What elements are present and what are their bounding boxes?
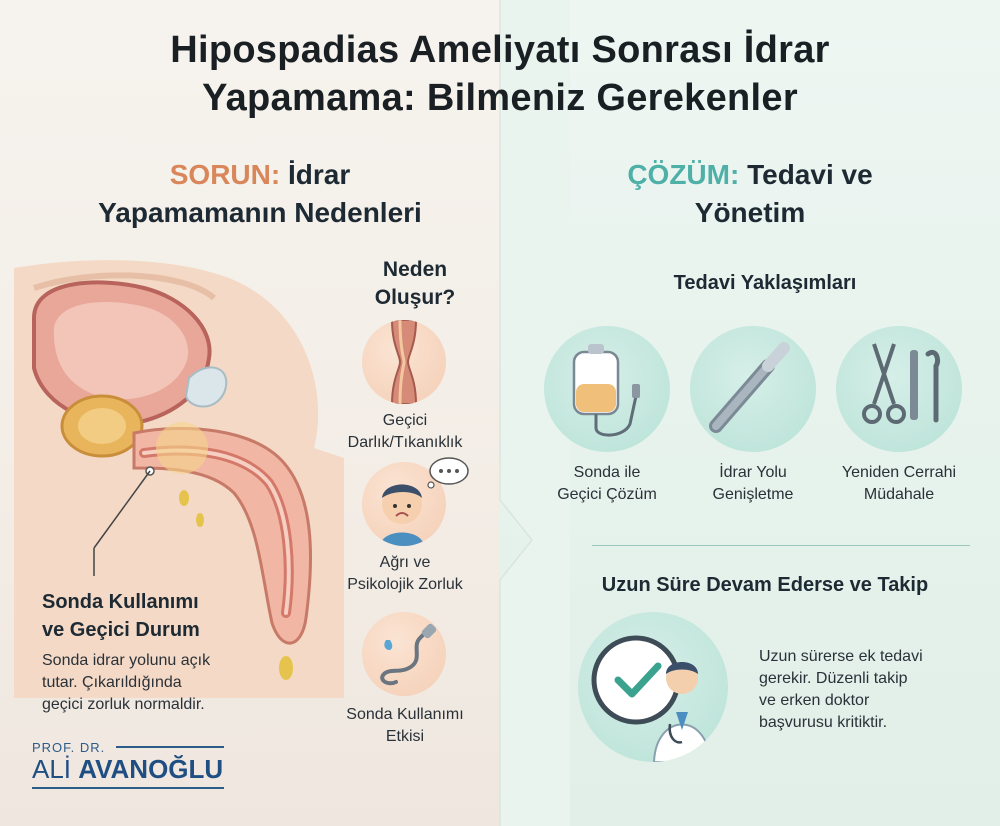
approach-label-catheter: Sonda ile Geçici Çözüm — [557, 464, 657, 503]
catheter-bag-icon — [544, 326, 670, 452]
approaches-title: Tedavi Yaklaşımları — [673, 272, 857, 294]
callout-title: Sonda Kullanımı ve Geçici Durum — [42, 591, 200, 641]
brand-underline — [32, 787, 224, 789]
solution-heading — [585, 156, 915, 232]
followup-text: Uzun sürerse ek tedavi gerekir. Düzenli takip ve erken doktor başvurusu kritiktir. — [759, 648, 923, 731]
solution-heading-rest: Tedavi ve — [747, 159, 873, 190]
urethra-narrowing-icon — [362, 320, 446, 404]
problem-heading-rest: İdrar — [287, 159, 351, 190]
surgical-tools-icon — [836, 326, 962, 452]
brand-prefix: PROF. DR. — [32, 740, 106, 755]
followup-title: Uzun Süre Devam Ederse ve Takip — [601, 574, 929, 596]
section-divider — [592, 545, 970, 546]
approach-label-dilation: İdrar Yolu Genişletme — [712, 464, 794, 503]
problem-heading-line2: Yapamamanın Nedenleri — [98, 197, 422, 228]
solution-heading-line2: Yönetim — [694, 197, 806, 228]
doctor-clock-icon — [578, 612, 728, 762]
approach-label-surgery: Yeniden Cerrahi Müdahale — [841, 464, 957, 503]
brand-divider — [116, 746, 224, 748]
solution-heading-accent: ÇÖZÜM: — [627, 159, 740, 190]
cause-label-narrowing: Geçici Darlık/Tıkanıklık — [347, 412, 463, 451]
thought-bubble-icon — [424, 456, 470, 490]
brand-name: ALİ AVANOĞLU — [32, 754, 224, 784]
why-title: Neden Oluşur? — [374, 258, 456, 309]
catheter-icon — [362, 612, 446, 696]
cause-label-catheter: Sonda Kullanımı Etkisi — [346, 706, 464, 745]
callout-text: Sonda idrar yolunu açık tutar. Çıkarıldığında geçici zorluk normaldir. — [42, 652, 211, 713]
problem-heading-accent: SORUN: — [169, 159, 281, 190]
problem-heading — [70, 156, 450, 232]
cause-label-pain: Ağrı ve Psikolojik Zorluk — [347, 554, 463, 593]
page-title: Hipospadias Ameliyatı Sonrası İdrar Yapamama: Bilmeniz Gerekenler — [170, 29, 830, 119]
dilator-icon — [690, 326, 816, 452]
